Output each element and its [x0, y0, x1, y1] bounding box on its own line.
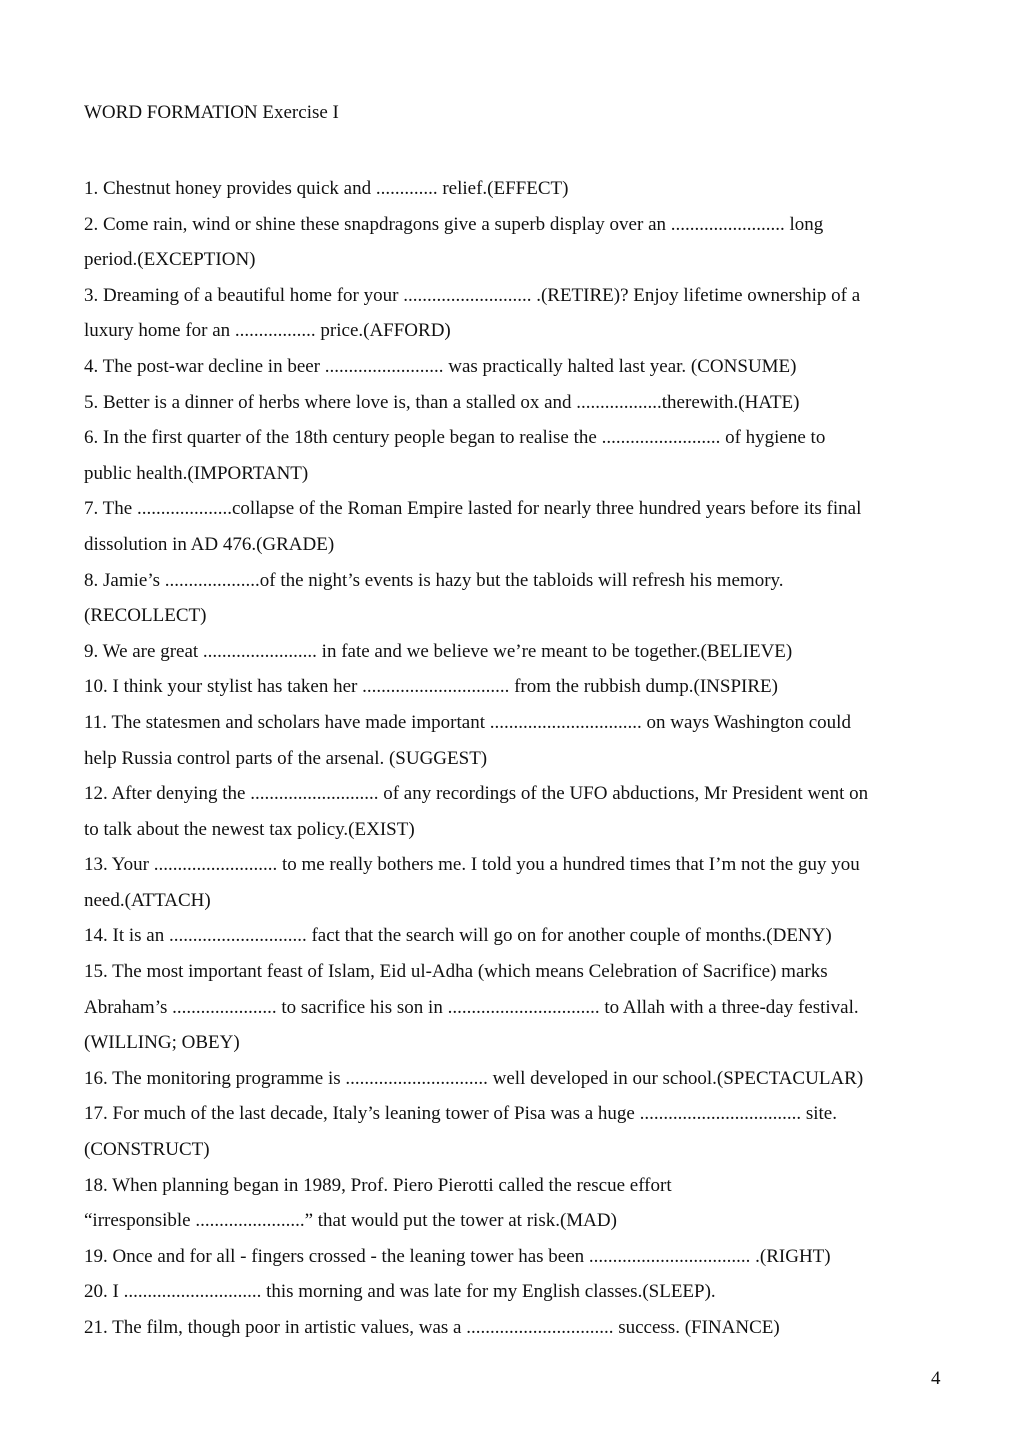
- exercise-line: (CONSTRUCT): [84, 1139, 210, 1161]
- exercise-line: Abraham’s ...................... to sacrifice his son in ................................ to Allah with a three-day festival.: [84, 996, 859, 1018]
- exercise-line: 14. It is an ............................. fact that the search will go on for another couple of months.(DENY): [84, 925, 832, 947]
- exercise-line: 13. Your .......................... to me really bothers me. I told you a hundred times that I’m not the guy you: [84, 854, 860, 876]
- exercise-line: 12. After denying the ........................... of any recordings of the UFO abductions, Mr President went on: [84, 783, 869, 805]
- exercise-line: 11. The statesmen and scholars have made important ................................ on ways Washington could: [84, 711, 851, 733]
- exercise-line: 20. I ............................. this morning and was late for my English classes.(SLEEP).: [84, 1281, 716, 1303]
- exercise-line: help Russia control parts of the arsenal. (SUGGEST): [84, 747, 488, 769]
- exercise-line: 16. The monitoring programme is .............................. well developed in our school.(SPECTACULAR): [84, 1067, 864, 1089]
- exercise-line: need.(ATTACH): [84, 889, 211, 911]
- exercise-line: 5. Better is a dinner of herbs where love is, than a stalled ox and ..................therewith.(HATE): [84, 391, 800, 413]
- exercise-line: 6. In the first quarter of the 18th century people began to realise the ......................... of hygiene to: [84, 427, 826, 449]
- document-page: [84, 0, 944, 1450]
- page-number: 4: [931, 1368, 941, 1389]
- exercise-line: luxury home for an ................. price.(AFFORD): [84, 320, 451, 342]
- exercise-line: public health.(IMPORTANT): [84, 462, 309, 484]
- exercise-line: period.(EXCEPTION): [84, 249, 256, 271]
- exercise-line: 15. The most important feast of Islam, Eid ul-Adha (which means Celebration of Sacrifice) marks: [84, 961, 828, 983]
- exercise-line: 18. When planning began in 1989, Prof. Piero Pierotti called the rescue effort: [84, 1174, 672, 1196]
- exercise-line: dissolution in AD 476.(GRADE): [84, 533, 335, 555]
- exercise-line: 2. Come rain, wind or shine these snapdragons give a superb display over an ........................ long: [84, 213, 824, 235]
- document-title: WORD FORMATION Exercise I: [84, 102, 339, 123]
- exercise-line: 19. Once and for all - fingers crossed - the leaning tower has been .................................. .(RIGHT): [84, 1245, 831, 1267]
- exercise-list: [84, 171, 944, 1346]
- exercise-line: 8. Jamie’s ....................of the night’s events is hazy but the tabloids will refresh his memory.: [84, 569, 784, 591]
- exercise-line: “irresponsible .......................” that would put the tower at risk.(MAD): [84, 1210, 617, 1232]
- exercise-line: 10. I think your stylist has taken her ............................... from the rubbish dump.(INSPIRE): [84, 676, 778, 698]
- exercise-line: 4. The post-war decline in beer ......................... was practically halted last year. (CONSUME): [84, 355, 797, 377]
- exercise-line: to talk about the newest tax policy.(EXIST): [84, 818, 415, 840]
- exercise-line: 3. Dreaming of a beautiful home for your ........................... .(RETIRE)? Enjoy lifetime ownership of a: [84, 284, 861, 306]
- exercise-line: 1. Chestnut honey provides quick and ............. relief.(EFFECT): [84, 178, 569, 199]
- exercise-line: 17. For much of the last decade, Italy’s leaning tower of Pisa was a huge .................................. site.: [84, 1103, 837, 1125]
- exercise-line: 9. We are great ........................ in fate and we believe we’re meant to be together.(BELIEVE): [84, 640, 793, 662]
- exercise-line: 21. The film, though poor in artistic values, was a ............................... success. (FINANCE): [84, 1317, 780, 1338]
- exercise-line: (WILLING; OBEY): [84, 1032, 240, 1054]
- exercise-line: (RECOLLECT): [84, 605, 207, 627]
- exercise-line: 7. The ....................collapse of the Roman Empire lasted for nearly three hundred years before its final: [84, 498, 862, 520]
